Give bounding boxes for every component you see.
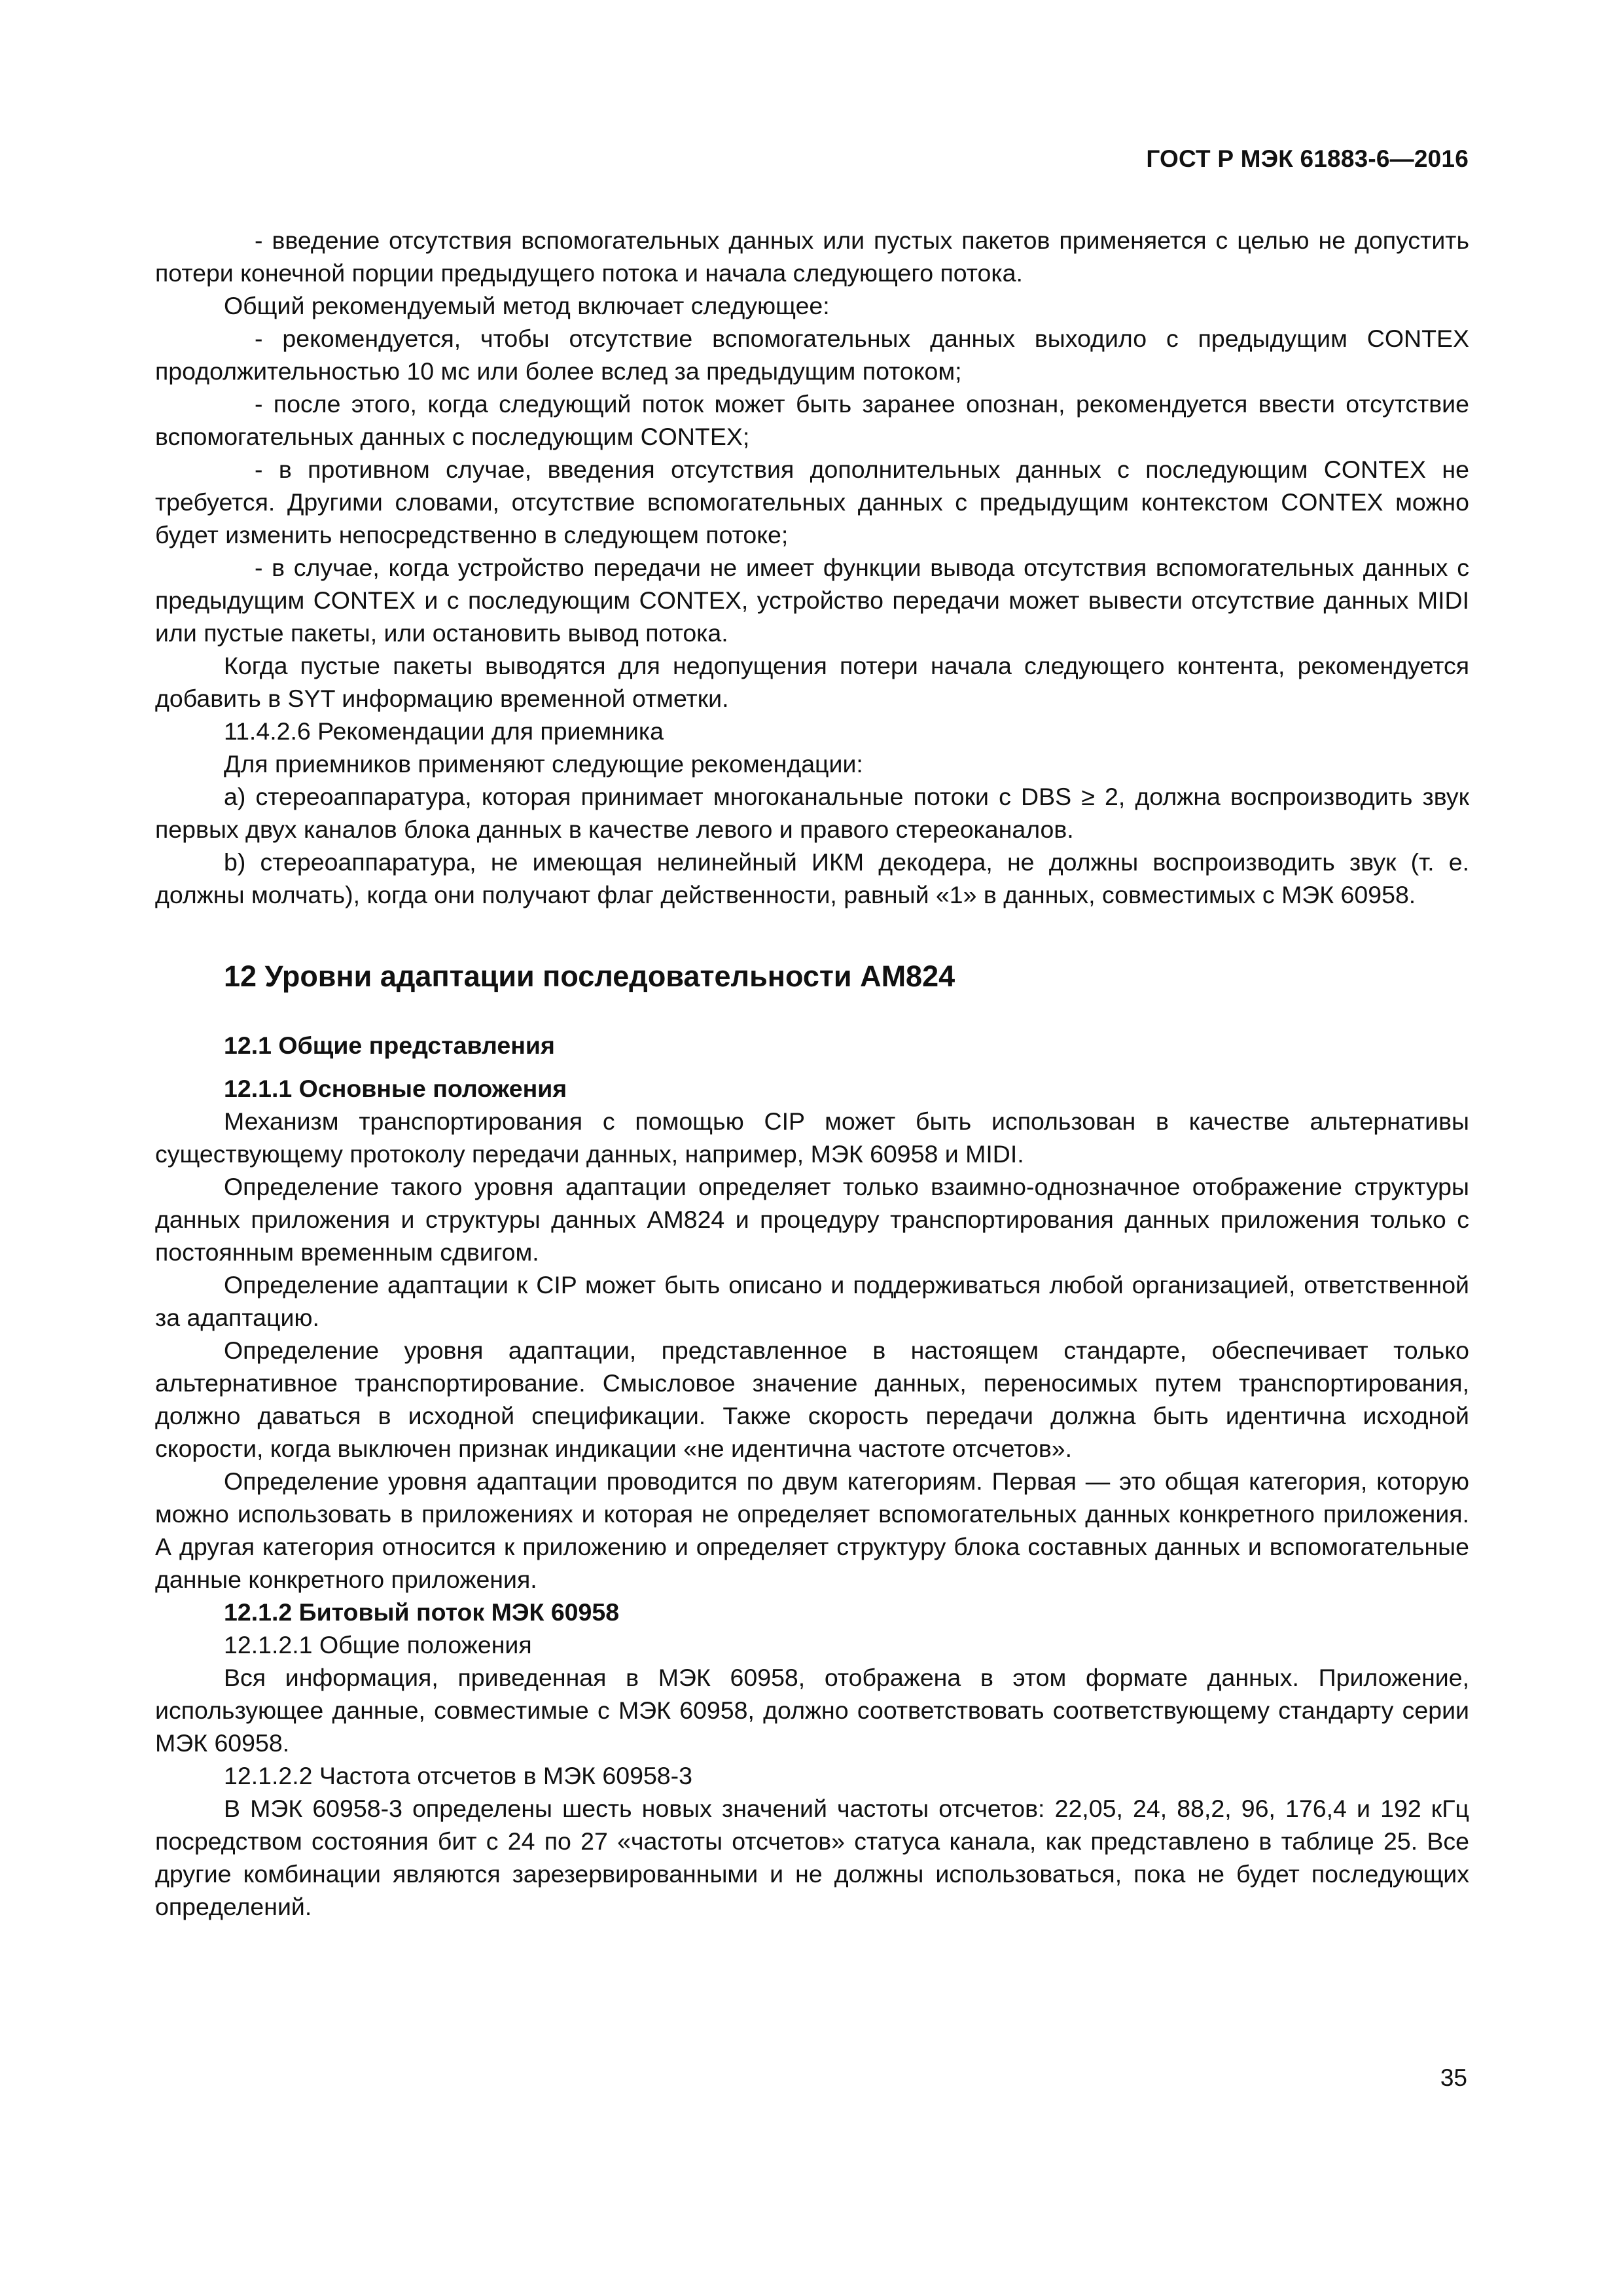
section-heading: 12 Уровни адаптации последовательности AM824 xyxy=(224,960,955,993)
paragraph: В МЭК 60958-3 определены шесть новых значений частоты отсчетов: 22,05, 24, 88,2, 96, 176,4 и 192 кГц посредством состояния бит с 24 по 27 «частоты отсчетов» статуса канала, как представлено в таблице 25. Все другие комбинации являются зарезервированными и не должны использоваться, пока не будет последующих определений. xyxy=(155,1795,1469,1920)
subsection-heading: 12.1.1 Основные положения xyxy=(224,1075,567,1102)
paragraph: Определение такого уровня адаптации определяет только взаимно-однозначное отображение структуры данных приложения и структуры данных AM824 и процедуру транспортирования данных приложения только с постоянным временным сдвигом. xyxy=(155,1173,1469,1266)
clause-heading: 11.4.2.6 Рекомендации для приемника xyxy=(224,717,664,745)
list-item: - в случае, когда устройство передачи не имеет функции вывода отсутствия вспомогательных данных с предыдущим CONTEX и с последующим CONTEX, устройство передачи может вывести отсутствие данных MIDI или пустые пакеты, или остановить вывод потока. xyxy=(155,554,1469,647)
paragraph: Общий рекомендуемый метод включает следующее: xyxy=(224,292,830,319)
subsection-heading: 12.1.2 Битовый поток МЭК 60958 xyxy=(224,1598,620,1626)
list-item: - после этого, когда следующий поток может быть заранее опознан, рекомендуется ввести отсутствие вспомогательных данных с последующим CONTEX; xyxy=(155,390,1469,450)
paragraph: Вся информация, приведенная в МЭК 60958, отображена в этом формате данных. Приложение, использующее данные, совместимые с МЭК 60958, должно соответствовать соответствующему стандарту серии МЭК 60958. xyxy=(155,1664,1469,1757)
paragraph: Определение уровня адаптации, представленное в настоящем стандарте, обеспечивает только альтернативное транспортирование. Смысловое значение данных, переносимых путем транспортирования, должно даваться в исходной спецификации. Также скорость передачи должна быть идентична исходной скорости, когда выключен признак индикации «не идентична частоте отсчетов». xyxy=(155,1336,1469,1462)
document-code-header: ГОСТ Р МЭК 61883-6—2016 xyxy=(1146,145,1469,172)
list-item: - рекомендуется, чтобы отсутствие вспомогательных данных выходило с предыдущим CONTEX продолжительностью 10 мс или более вслед за предыдущим потоком; xyxy=(155,325,1469,385)
list-item: - введение отсутствия вспомогательных данных или пустых пакетов применяется с целью не допустить потери конечной порции предыдущего потока и начала следующего потока. xyxy=(155,226,1469,287)
list-item: a) стереоаппаратура, которая принимает многоканальные потоки с DBS ≥ 2, должна воспроизводить звук первых двух каналов блока данных в качестве левого и правого стереоканалов. xyxy=(155,783,1469,843)
page-number: 35 xyxy=(1440,2064,1467,2091)
clause-heading: 12.1.2.2 Частота отсчетов в МЭК 60958-3 xyxy=(224,1762,692,1789)
paragraph: Для приемников применяют следующие рекомендации: xyxy=(224,750,863,778)
list-item: b) стереоаппаратура, не имеющая нелинейный ИКМ декодера, не должны воспроизводить звук (т. е. должны молчать), когда они получают флаг действенности, равный «1» в данных, совместимых с МЭК 60958. xyxy=(155,848,1469,908)
document-body xyxy=(155,224,1469,1923)
paragraph: Определение уровня адаптации проводится по двум категориям. Первая — это общая категория, которую можно использовать в приложениях и которая не определяет вспомогательных данных конкретного приложения. А другая категория относится к приложению и определяет структуру блока составных данных и вспомогательные данные конкретного приложения. xyxy=(155,1467,1469,1593)
subsection-heading: 12.1 Общие представления xyxy=(224,1031,555,1059)
paragraph: Механизм транспортирования с помощью CIP может быть использован в качестве альтернативы существующему протоколу передачи данных, например, МЭК 60958 и MIDI. xyxy=(155,1107,1469,1168)
list-item: - в противном случае, введения отсутствия дополнительных данных с последующим CONTEX не требуется. Другими словами, отсутствие вспомогательных данных с предыдущим контекстом CONTEX можно будет изменить непосредственно в следующем потоке; xyxy=(155,456,1469,548)
paragraph: Когда пустые пакеты выводятся для недопущения потери начала следующего контента, рекомендуется добавить в SYT информацию временной отметки. xyxy=(155,652,1469,712)
clause-heading: 12.1.2.1 Общие положения xyxy=(224,1631,532,1659)
paragraph: Определение адаптации к CIP может быть описано и поддерживаться любой организацией, ответственной за адаптацию. xyxy=(155,1271,1469,1331)
